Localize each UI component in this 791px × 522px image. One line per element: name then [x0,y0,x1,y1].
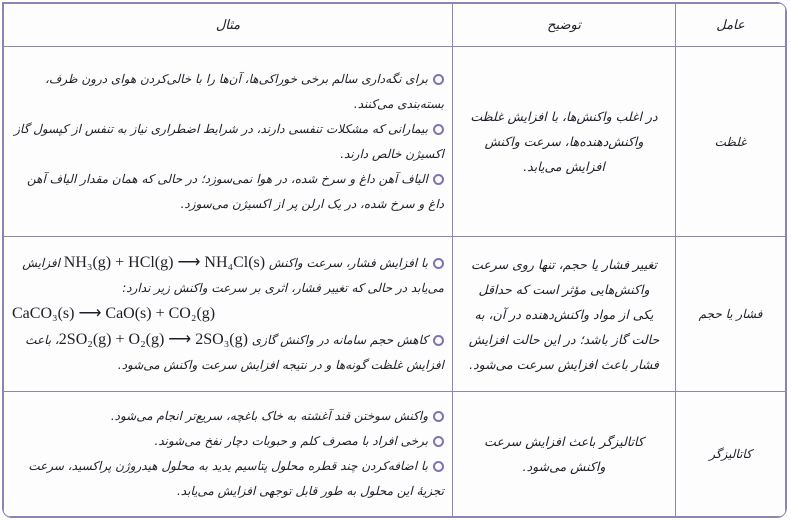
header-row [4,4,786,47]
bullet-icon [433,174,444,185]
example-item [12,404,444,429]
example-item [12,250,444,301]
factor-cell: فشار یا حجم [676,237,786,392]
example-text: بیمارانی که مشکلات تنفسی دارند، در شرایط اضطراری نیاز به تنفس از کپسول گاز اکسیژن خالص دارند. [14,121,444,161]
example-text: برخی افراد با مصرف کلم و حبوبات دچار نفخ می‌شوند. [154,434,428,448]
description-cell: در اغلب واکنش‌ها، با افزایش غلظت واکنش‌دهنده‌ها، سرعت واکنش افزایش می‌یابد. [453,47,676,237]
example-text: واکنش سوختن قند آغشته به خاک باغچه، سریع‌تر انجام می‌شود. [110,409,428,423]
reaction-rate-factors-table-container [2,2,787,518]
equation-nh3-hcl: NH₃(g) + HCl(g) ⟶ NH₄Cl(s) [63,254,266,271]
example-text: ، باعث افزایش غلظت گونه‌ها و در نتیجه افزایش سرعت واکنش می‌شود. [25,333,444,372]
example-cell [4,237,453,392]
bullet-icon [433,258,444,269]
bullet-icon [433,74,444,85]
example-item [12,117,444,167]
example-cell [4,47,453,237]
bullet-icon [433,124,444,135]
example-text: کاهش حجم سامانه در واکنش گازی [251,333,428,347]
factor-cell: غلظت [676,47,786,237]
table-row-pressure [4,237,786,392]
table-row-concentration [4,47,786,237]
table-row-catalyst [4,392,786,517]
description-cell: تغییر فشار یا حجم، تنها روی سرعت واکنش‌هایی مؤثر است که حداقل یکی از مواد واکنش‌دهنده در آن، به حالت گاز باشد؛ در این حالت افزایش فشار باعث افزایش سرعت می‌شود. [453,237,676,392]
example-text: الیاف آهن داغ و سرخ شده، در هوا نمی‌سوزد؛ در حالی که همان مقدار الیاف آهن داغ و سرخ شده، در یک ارلن پر از اکسیژن می‌سوزد. [27,171,444,211]
example-cell [4,392,453,517]
example-item [12,454,444,504]
example-item [12,167,444,217]
bullet-icon [433,411,444,422]
header-description: توضیح [453,4,676,47]
example-text: برای نگه‌داری سالم برخی خوراکی‌ها، آن‌ها را با خالی‌کردن هوای درون ظرف، بسته‌بندی می‌کنند. [45,71,444,111]
bullet-icon [433,335,444,346]
example-text: افزایش می‌یابد در حالی که تغییر فشار، اثری بر سرعت واکنش زیر ندارد: [22,256,444,295]
example-item [12,327,444,378]
equation-caco3: CaCO₃(s) ⟶ CaO(s) + CO₂(g) [12,305,216,322]
header-factor: عامل [676,4,786,47]
equation-line [12,301,444,327]
factor-cell: کاتالیزگر [676,392,786,517]
example-item [12,429,444,454]
bullet-icon [433,436,444,447]
example-text: با افزایش فشار، سرعت واکنش [268,256,428,270]
example-item [12,67,444,117]
reaction-rate-factors-table [3,3,786,517]
equation-so2: 2SO₂(g) + O₂(g) ⟶ 2SO₃(g) [58,331,248,348]
description-cell: کاتالیزگر باعث افزایش سرعت واکنش می‌شود. [453,392,676,517]
example-text: با اضافه‌کردن چند قطره محلول پتاسیم یدید به محلول هیدروژن پراکسید، سرعت تجزیهٔ این محلول به طور قابل توجهی افزایش می‌یابد. [28,459,444,498]
header-example: مثال [4,4,453,47]
bullet-icon [433,461,444,472]
